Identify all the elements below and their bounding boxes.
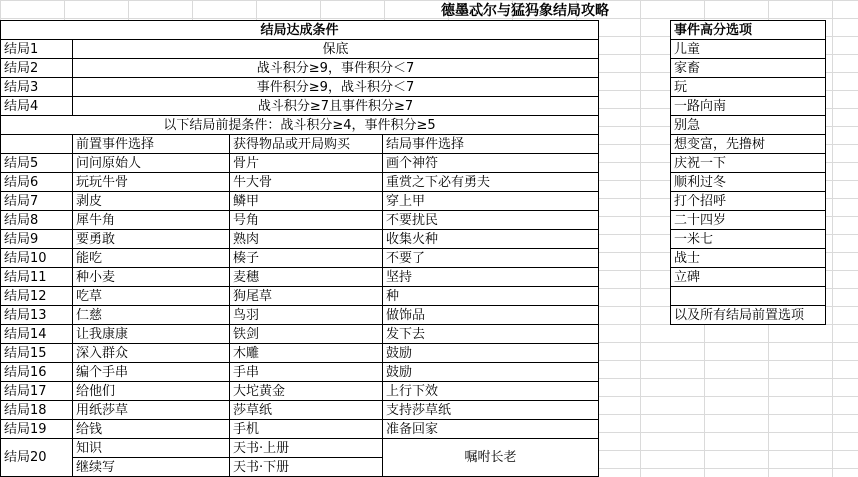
table-row <box>1 78 599 97</box>
pre-event-cell: 给钱 <box>73 420 230 439</box>
pre-event-cell: 吃草 <box>73 287 230 306</box>
ending-label: 结局9 <box>1 230 73 249</box>
ending-condition: 保底 <box>73 40 599 59</box>
side-option: 想变富，先撸树 <box>671 135 826 154</box>
side-option: 顺利过冬 <box>671 173 826 192</box>
ending-label: 结局3 <box>1 78 73 97</box>
list-item <box>671 249 826 268</box>
item-cell: 熟肉 <box>230 230 383 249</box>
ending-event-cell: 发下去 <box>383 325 599 344</box>
side-option: 玩 <box>671 78 826 97</box>
pre-event-cell: 仁慈 <box>73 306 230 325</box>
item-cell: 天书·上册 <box>230 439 383 458</box>
premise-row <box>1 116 599 135</box>
table-row <box>1 40 599 59</box>
column-header: 前置事件选择 <box>73 135 230 154</box>
table-row <box>1 344 599 363</box>
ending-label: 结局20 <box>1 439 73 477</box>
ending-conditions-table <box>0 20 599 477</box>
side-option: 以及所有结局前置选项 <box>671 306 826 325</box>
list-item <box>671 211 826 230</box>
ending-label: 结局14 <box>1 325 73 344</box>
list-item <box>671 116 826 135</box>
list-item <box>671 173 826 192</box>
ending-event-cell: 坚持 <box>383 268 599 287</box>
item-cell: 号角 <box>230 211 383 230</box>
item-cell: 鳞甲 <box>230 192 383 211</box>
list-item <box>671 59 826 78</box>
main-header: 结局达成条件 <box>1 21 599 40</box>
item-cell: 麦穗 <box>230 268 383 287</box>
ending-label: 结局19 <box>1 420 73 439</box>
side-option: 儿童 <box>671 40 826 59</box>
table-row <box>1 268 599 287</box>
ending-label: 结局10 <box>1 249 73 268</box>
table-row <box>1 97 599 116</box>
list-item <box>671 40 826 59</box>
list-item <box>671 230 826 249</box>
pre-event-cell: 深入群众 <box>73 344 230 363</box>
item-cell: 手机 <box>230 420 383 439</box>
item-cell: 鸟羽 <box>230 306 383 325</box>
side-option: 一路向南 <box>671 97 826 116</box>
item-cell: 大坨黄金 <box>230 382 383 401</box>
ending-event-cell: 支持莎草纸 <box>383 401 599 420</box>
ending-event-cell: 收集火种 <box>383 230 599 249</box>
ending-label: 结局12 <box>1 287 73 306</box>
pre-event-cell: 让我康康 <box>73 325 230 344</box>
high-score-options-table <box>670 20 826 325</box>
table-row <box>1 154 599 173</box>
table-row <box>1 173 599 192</box>
ending-label: 结局6 <box>1 173 73 192</box>
premise-text: 以下结局前提条件：战斗积分≥4，事件积分≥5 <box>1 116 599 135</box>
ending-event-cell: 鼓励 <box>383 363 599 382</box>
list-item <box>671 135 826 154</box>
ending-label: 结局18 <box>1 401 73 420</box>
pre-event-cell: 犀牛角 <box>73 211 230 230</box>
table-row <box>1 230 599 249</box>
table-row <box>1 401 599 420</box>
pre-event-cell: 要勇敢 <box>73 230 230 249</box>
pre-event-cell: 继续写 <box>73 458 230 477</box>
ending-label: 结局15 <box>1 344 73 363</box>
side-option: 二十四岁 <box>671 211 826 230</box>
page-title: 德墨忒尔与猛犸象结局攻略 <box>441 3 609 19</box>
table-row <box>1 59 599 78</box>
ending-condition: 战斗积分≥7且事件积分≥7 <box>73 97 599 116</box>
side-option: 战士 <box>671 249 826 268</box>
ending-label: 结局7 <box>1 192 73 211</box>
table-row <box>1 287 599 306</box>
item-cell: 骨片 <box>230 154 383 173</box>
table-row <box>1 211 599 230</box>
side-option: 别急 <box>671 116 826 135</box>
item-cell: 莎草纸 <box>230 401 383 420</box>
ending-condition: 战斗积分≥9，事件积分＜7 <box>73 59 599 78</box>
pre-event-cell: 知识 <box>73 439 230 458</box>
list-item <box>671 192 826 211</box>
ending-event-cell: 做饰品 <box>383 306 599 325</box>
ending-label: 结局13 <box>1 306 73 325</box>
ending-event-cell: 鼓励 <box>383 344 599 363</box>
pre-event-cell: 问问原始人 <box>73 154 230 173</box>
ending-event-cell: 上行下效 <box>383 382 599 401</box>
list-item <box>671 287 826 306</box>
item-cell: 狗尾草 <box>230 287 383 306</box>
pre-event-cell: 给他们 <box>73 382 230 401</box>
side-option: 打个招呼 <box>671 192 826 211</box>
item-cell: 楱子 <box>230 249 383 268</box>
side-header-row <box>671 21 826 40</box>
column-header-row <box>1 135 599 154</box>
ending-event-cell: 嘱咐长老 <box>383 439 599 477</box>
list-item <box>671 268 826 287</box>
pre-event-cell: 玩玩牛骨 <box>73 173 230 192</box>
ending-event-cell: 穿上甲 <box>383 192 599 211</box>
side-header: 事件高分选项 <box>671 21 826 40</box>
column-header: 结局事件选择 <box>383 135 599 154</box>
ending-label: 结局5 <box>1 154 73 173</box>
ending-event-cell: 准备回家 <box>383 420 599 439</box>
ending-event-cell: 不要了 <box>383 249 599 268</box>
ending-label: 结局4 <box>1 97 73 116</box>
pre-event-cell: 能吃 <box>73 249 230 268</box>
table-row <box>1 306 599 325</box>
ending-event-cell: 不要扰民 <box>383 211 599 230</box>
table-row <box>1 420 599 439</box>
ending-event-cell: 种 <box>383 287 599 306</box>
pre-event-cell: 用纸莎草 <box>73 401 230 420</box>
ending-label: 结局2 <box>1 59 73 78</box>
item-cell: 手串 <box>230 363 383 382</box>
ending-label: 结局17 <box>1 382 73 401</box>
pre-event-cell: 编个手串 <box>73 363 230 382</box>
table-row <box>1 192 599 211</box>
empty-cell <box>1 135 73 154</box>
header-row <box>1 21 599 40</box>
list-item <box>671 97 826 116</box>
pre-event-cell: 种小麦 <box>73 268 230 287</box>
table-row <box>1 382 599 401</box>
list-item <box>671 78 826 97</box>
table-row <box>1 363 599 382</box>
pre-event-cell: 剥皮 <box>73 192 230 211</box>
side-option: 庆祝一下 <box>671 154 826 173</box>
side-option: 家畜 <box>671 59 826 78</box>
side-option <box>671 287 826 306</box>
ending-label: 结局11 <box>1 268 73 287</box>
item-cell: 铁剑 <box>230 325 383 344</box>
side-option: 一米七 <box>671 230 826 249</box>
ending-label: 结局1 <box>1 40 73 59</box>
list-item <box>671 306 826 325</box>
column-header: 获得物品或开局购买 <box>230 135 383 154</box>
ending-label: 结局8 <box>1 211 73 230</box>
ending-event-cell: 画个神符 <box>383 154 599 173</box>
ending-label: 结局16 <box>1 363 73 382</box>
item-cell: 牛大骨 <box>230 173 383 192</box>
side-option: 立碑 <box>671 268 826 287</box>
ending-condition: 事件积分≥9，战斗积分＜7 <box>73 78 599 97</box>
table-row <box>1 325 599 344</box>
table-row <box>1 249 599 268</box>
item-cell: 木雕 <box>230 344 383 363</box>
list-item <box>671 154 826 173</box>
item-cell: 天书·下册 <box>230 458 383 477</box>
ending-event-cell: 重赏之下必有勇夫 <box>383 173 599 192</box>
